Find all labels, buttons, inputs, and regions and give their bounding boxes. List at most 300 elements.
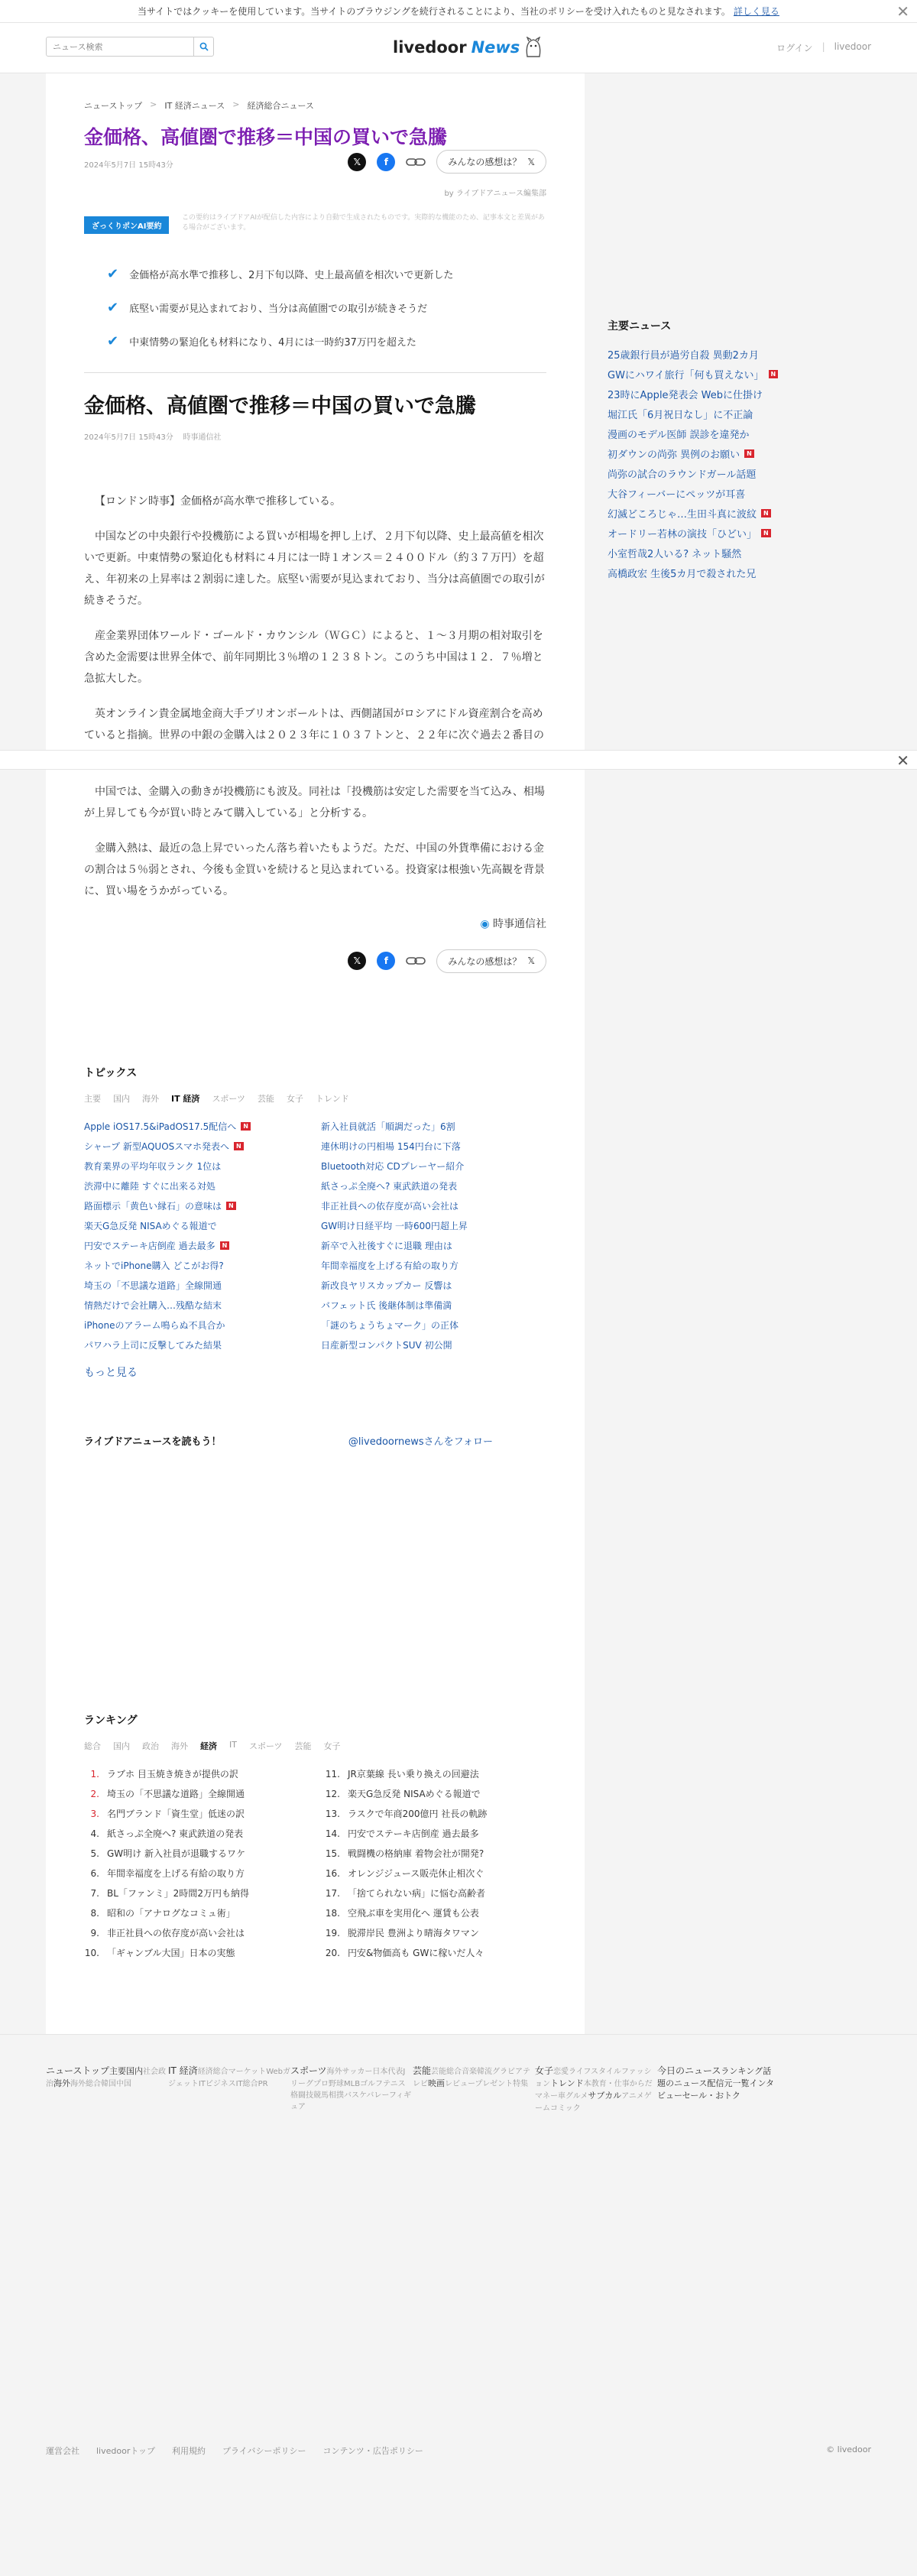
footer-heading[interactable]: ランキング [721, 2066, 763, 2076]
footer-link[interactable]: インタビュー [657, 2078, 775, 2101]
topic-link[interactable] [321, 1117, 550, 1137]
topic-text: 非正社員への依存度が高い会社は [321, 1201, 459, 1212]
rank-number: 17. [325, 1887, 340, 1899]
ranking-text: ラスクで年商200億円 社長の軌跡 [348, 1809, 488, 1820]
footer-link[interactable]: テレビ [413, 2068, 531, 2088]
ranking-text: オレンジジュース販売休止相次ぐ [348, 1868, 484, 1880]
footer-heading[interactable]: 映画 [428, 2078, 445, 2088]
footer-link[interactable]: グルメ [565, 2092, 588, 2101]
tab-ranking[interactable]: 政治 [142, 1741, 159, 1751]
feedback-button[interactable] [436, 949, 546, 973]
tab-ranking[interactable]: 国内 [113, 1741, 130, 1751]
summary-text: 中東情勢の緊迫化も材料になり、4月には一時約37万円を超えた [129, 337, 416, 349]
sidebar-news-item[interactable] [608, 463, 864, 483]
breadcrumb-item[interactable]: 経済総合ニュース [247, 101, 314, 111]
check-icon: ✔ [107, 300, 119, 316]
list-item [84, 291, 546, 325]
sidebar-news-text: オードリー若林の演技「ひどい」 [608, 528, 757, 540]
tab-topic[interactable]: 海外 [142, 1093, 159, 1104]
rank-number: 19. [325, 1927, 340, 1938]
article-title: 金価格、高値圏で推移＝中国の買いで急騰 [84, 126, 448, 148]
footer-link[interactable]: 経済総合 [197, 2068, 228, 2076]
feedback-label: みんなの感想は？ [448, 955, 522, 967]
article-body [84, 491, 546, 902]
sidebar-news-item[interactable] [608, 344, 864, 364]
breadcrumb: ニューストップ > IT 経済ニュース > 経済総合ニュース [84, 99, 314, 111]
footer-link[interactable]: セール・おトク [682, 2091, 740, 2101]
ranking-grid [84, 1764, 546, 1963]
article-date: 2024年5月7日 15時43分 [84, 161, 173, 170]
tab-ranking[interactable]: IT [229, 1739, 237, 1750]
topic-text: Bluetooth対応 CDプレーヤー紹介 [321, 1161, 465, 1173]
sidebar-news-item[interactable] [608, 384, 864, 404]
topic-text: 年間幸福度を上げる有給の取り方 [321, 1260, 459, 1272]
footer-columns [46, 2035, 871, 2113]
tab-ranking[interactable]: 総合 [84, 1741, 101, 1751]
footer-link[interactable]: プロ野球 [313, 2080, 344, 2088]
rank-number: 11. [325, 1768, 340, 1780]
source-credit [84, 916, 546, 931]
overlay-banner [0, 750, 917, 770]
topics-section [84, 1065, 546, 1380]
footer-link[interactable]: 相撲 [329, 2091, 344, 2100]
footer-column [168, 2064, 290, 2113]
footer-bottom-link[interactable]: 運営会社 [46, 2446, 79, 2456]
summary-list [84, 258, 546, 358]
topic-link[interactable] [321, 1236, 550, 1256]
topic-text: ネットでiPhone購入 どこがお得? [84, 1260, 224, 1272]
search-button[interactable] [193, 37, 213, 56]
sidebar-news-text: 初ダウンの尚弥 異例のお願い [608, 449, 740, 461]
ranking-item[interactable] [84, 1864, 325, 1883]
search-icon [199, 42, 209, 51]
tab-ranking[interactable]: スポーツ [248, 1741, 283, 1751]
footer-link[interactable]: 芸能総合 [431, 2068, 462, 2076]
ranking-text: 「捨てられない病」に悩む高齢者 [348, 1888, 486, 1900]
ranking-item[interactable] [325, 1804, 554, 1824]
follow-title: ライブドアニュースを読もう！ [84, 1436, 222, 1448]
rank-number: 18. [325, 1907, 340, 1919]
topic-link[interactable] [84, 1335, 321, 1355]
sidebar [585, 73, 871, 582]
footer-heading[interactable]: ニューストップ [46, 2065, 110, 2076]
footer-link[interactable]: 車 [558, 2092, 565, 2101]
new-badge-icon: N [226, 1202, 236, 1210]
topic-link[interactable] [84, 1117, 321, 1137]
ranking-item[interactable] [84, 1903, 325, 1923]
topic-link[interactable] [84, 1316, 321, 1335]
tab-topic[interactable]: 女子 [287, 1093, 303, 1104]
footer-link[interactable]: テニス [383, 2080, 406, 2088]
footer-heading[interactable]: 女子 [535, 2065, 554, 2076]
ranking-item[interactable] [84, 1923, 325, 1943]
sidebar-news-item[interactable] [608, 404, 864, 423]
site-logo[interactable] [393, 37, 543, 58]
footer-link[interactable]: ファッション [535, 2068, 652, 2088]
ranking-text: ラブホ 目玉焼き焼きが提供の訳 [107, 1769, 238, 1780]
footer-link[interactable]: 社会 [143, 2068, 159, 2076]
topic-link[interactable] [321, 1157, 550, 1176]
sidebar-news-item[interactable] [608, 483, 864, 503]
link-copy-icon[interactable] [406, 156, 426, 168]
topic-text: Apple iOS17.5&iPadOS17.5配信へ [84, 1121, 237, 1133]
tab-ranking[interactable]: 芸能 [294, 1741, 312, 1751]
ranking-text: JR京葉線 長い乗り換えの回避法 [348, 1769, 479, 1780]
footer-link[interactable]: からだ [629, 2080, 653, 2088]
sidebar-news-item[interactable] [608, 443, 864, 463]
sidebar-news-item[interactable] [608, 503, 864, 523]
topic-text: 新卒で入社後すぐに退職 理由は [321, 1241, 452, 1252]
search-box [46, 37, 214, 57]
footer-link[interactable]: 配信元一覧 [707, 2078, 750, 2088]
ranking-title: ランキング [84, 1714, 138, 1727]
close-icon[interactable]: ✕ [896, 751, 909, 770]
footer-link[interactable]: マネー [535, 2092, 558, 2101]
footer-heading[interactable]: スポーツ [290, 2065, 327, 2076]
topics-tabs [84, 1092, 546, 1105]
topic-link[interactable] [84, 1157, 321, 1176]
topic-link[interactable] [84, 1176, 321, 1196]
footer-link[interactable]: 教育・仕事 [591, 2080, 630, 2088]
footer-heading[interactable]: トレンド [550, 2078, 584, 2088]
new-badge-icon: N [769, 370, 779, 378]
body-date: 2024年5月7日 15時43分 [84, 433, 173, 442]
site-header [0, 23, 917, 73]
footer-link[interactable]: マーケット [228, 2068, 267, 2076]
footer-link[interactable]: MLB [344, 2080, 361, 2088]
sidebar-news-item[interactable] [608, 423, 864, 443]
topic-text: 教育業界の平均年収ランク 1位は [84, 1161, 222, 1173]
footer-column [535, 2064, 657, 2113]
sidebar-news-item[interactable] [608, 543, 864, 563]
rank-number: 4. [90, 1828, 99, 1839]
footer-link[interactable]: バレー [366, 2091, 389, 2100]
topic-text: 楽天G急反発 NISAめぐる報道で [84, 1221, 217, 1232]
breadcrumb-item[interactable]: IT 経済ニュース [164, 101, 225, 111]
rank-number: 12. [325, 1788, 340, 1799]
new-badge-icon: N [234, 1142, 244, 1150]
follow-section [84, 1433, 546, 1448]
footer-bottom-link[interactable]: livedoorトップ [96, 2446, 156, 2456]
topic-link[interactable] [321, 1137, 550, 1157]
paragraph: 産金業界団体ワールド・ゴールド・カウンシル（ＷＧＣ）によると、１～３月期の相対取引を含めた金需要は世界全体で、前年同期比３％増の１２３８トン。このうち中国は１２．７％増と急拡大した。 [84, 629, 543, 685]
breadcrumb-item[interactable]: ニューストップ [84, 101, 143, 111]
ranking-text: 脱滞岸民 豊洲より晴海タワマン [348, 1928, 479, 1939]
footer-link[interactable]: IT総合 [235, 2080, 258, 2088]
footer-link[interactable]: 話題のニュース [657, 2066, 772, 2088]
topic-link[interactable] [84, 1256, 321, 1276]
rank-number: 14. [325, 1828, 340, 1839]
footer-link[interactable]: 特集 [513, 2080, 529, 2088]
footer-link[interactable]: 海外サッカー [326, 2068, 373, 2076]
ranking-item[interactable] [325, 1943, 554, 1963]
rank-number: 5. [90, 1848, 99, 1859]
x-share-icon[interactable]: 𝕏 [348, 952, 366, 970]
topic-text: 新改良ヤリスカップカー 反響は [321, 1280, 452, 1292]
x-share-icon[interactable]: 𝕏 [348, 153, 366, 171]
facebook-share-icon[interactable]: f [377, 153, 395, 171]
tab-topic[interactable]: IT 経済 [171, 1093, 200, 1104]
footer-link[interactable]: 本 [583, 2080, 591, 2088]
ranking-text: 紙さっぷ全廃へ? 東武鉄道の発表 [107, 1828, 244, 1840]
topic-text: 新入社員就活「順調だった」6割 [321, 1121, 455, 1133]
rank-number: 2. [90, 1788, 99, 1799]
livedoor-link[interactable]: livedoor [834, 41, 871, 52]
tab-topic[interactable]: 芸能 [258, 1093, 274, 1104]
follow-link[interactable]: @livedoornewsさんをフォロー [348, 1436, 493, 1448]
footer-link[interactable]: 海外 [53, 2078, 70, 2088]
topic-link[interactable] [321, 1216, 550, 1236]
paragraph: 中国などの中央銀行や投機筋による買いが相場を押し上げ、２月下旬以降、史上最高値を相次いで更新。中東情勢の緊迫化も材料に４月には一時１オンス＝２４００ドル（約３７万円）を超え、年初来の上昇率は２割弱に達した。底堅い需要が見込まれており、当分は高値圏での取引が続きそうだ。 [84, 530, 545, 607]
topic-link[interactable] [321, 1256, 550, 1276]
topics-title: トピックス [84, 1066, 138, 1079]
main-column [46, 73, 585, 2034]
tab-topic[interactable]: スポーツ [212, 1093, 245, 1104]
ai-summary-header [84, 203, 546, 248]
footer-heading[interactable]: IT 経済 [168, 2065, 198, 2076]
source-name: 時事通信社 [183, 433, 222, 442]
footer-bottom-link[interactable]: コンテンツ・広告ポリシー [322, 2446, 423, 2456]
topic-link[interactable] [321, 1296, 550, 1316]
footer-link[interactable]: アニメ [621, 2092, 644, 2101]
topic-link[interactable] [321, 1176, 550, 1196]
share-bar-bottom [84, 949, 546, 973]
topic-link[interactable] [84, 1236, 321, 1256]
footer-heading[interactable]: 今日のニュース [657, 2065, 721, 2076]
byline: by ライブドアニュース編集部 [444, 189, 546, 198]
ranking-item[interactable] [84, 1883, 325, 1903]
list-item [84, 258, 546, 291]
sidebar-news-text: 小室哲哉2人いる? ネット騒然 [608, 548, 742, 560]
list-item [84, 325, 546, 358]
ranking-item[interactable] [325, 1923, 554, 1943]
divider [84, 372, 546, 373]
paragraph: 英オンライン貴金属地金商大手ブリオンボールトは、西側諸国がロシアにドル資産割合を高めていると指摘。世界の中銀の金購入は２０２３年に１０３７トンと、２２年に次ぐ過去２番目の [84, 707, 544, 741]
ranking-text: 年間幸福度を上げる有給の取り方 [107, 1868, 245, 1880]
copyright: © livedoor [826, 2445, 871, 2454]
rank-number: 9. [90, 1927, 99, 1938]
rank-number: 13. [325, 1808, 340, 1819]
footer-link[interactable]: ガジェット [168, 2068, 290, 2088]
ranking-item[interactable] [325, 1764, 554, 1784]
rank-number: 3. [90, 1808, 99, 1819]
topic-text: GW明け日経平均 一時600円超上昇 [321, 1221, 468, 1232]
footer-bottom-link[interactable]: 利用規約 [172, 2446, 206, 2456]
check-icon: ✔ [107, 333, 119, 349]
sidebar-news-text: 幻滅どころじゃ…生田斗真に波紋 [608, 508, 757, 521]
sidebar-news-item[interactable] [608, 523, 864, 543]
footer-link[interactable]: 韓国 [101, 2080, 116, 2088]
ranking-item[interactable] [84, 1784, 325, 1804]
check-icon: ✔ [107, 266, 119, 282]
ranking-item[interactable] [325, 1844, 554, 1864]
footer-link[interactable]: Web [266, 2068, 283, 2076]
footer-link[interactable]: 中国 [116, 2080, 131, 2088]
ranking-item[interactable] [325, 1824, 554, 1844]
ranking-text: GW明け 新入社員が退職するワケ [107, 1848, 245, 1860]
footer-column [290, 2064, 413, 2113]
x-icon: 𝕏 [527, 156, 535, 167]
ranking-item[interactable] [84, 1824, 325, 1844]
sidebar-news-text: 25歳銀行員が過労自殺 異動2カ月 [608, 349, 759, 362]
feedback-label: みんなの感想は？ [448, 157, 522, 167]
ranking-item[interactable] [84, 1764, 325, 1784]
footer-column [46, 2064, 168, 2113]
footer-link[interactable]: 韓流 [477, 2068, 493, 2076]
topic-text: 円安でステーキ店倒産 過去最多 [84, 1241, 215, 1252]
logo-sub: News [471, 38, 520, 57]
new-badge-icon: N [220, 1241, 230, 1250]
footer-link[interactable]: 恋愛 [553, 2068, 569, 2076]
footer-heading[interactable]: サブカル [588, 2091, 622, 2101]
ai-summary-note: この要約はライブドアAIが配信した内容により自動で生成されたものです。実際的な機能のため、記事本文と差異がある場合がございます。 [182, 213, 545, 232]
sidebar-news-text: 堀江氏「6月祝日なし」に不正論 [608, 409, 753, 421]
footer-heading[interactable]: 主要 [109, 2066, 127, 2076]
footer-link[interactable]: PR [258, 2080, 268, 2088]
topic-link[interactable] [84, 1276, 321, 1296]
ranking-item[interactable] [325, 1784, 554, 1804]
rank-number: 6. [90, 1867, 99, 1879]
sidebar-news-list [608, 344, 864, 582]
tab-topic[interactable]: トレンド [316, 1093, 349, 1104]
ranking-text: 非正社員への依存度が高い会社は [107, 1928, 245, 1939]
topics-grid [84, 1117, 546, 1355]
footer-link[interactable]: ゴルフ [360, 2080, 384, 2088]
topic-link[interactable] [84, 1216, 321, 1236]
tab-ranking[interactable]: 海外 [171, 1741, 188, 1751]
footer-link[interactable]: ゲーム [535, 2092, 652, 2113]
cookie-text: 当サイトではクッキーを使用しています。当サイトのブラウジングを続行されることにより、当社のポリシーを受け入れたものと見なされます。 [138, 6, 731, 17]
sidebar-news-text: 尚弥の試合のラウンドガール話題 [608, 469, 757, 481]
ranking-text: 空飛ぶ車を実用化へ 運賃も公表 [348, 1908, 479, 1919]
more-link[interactable]: もっと見る [84, 1366, 138, 1379]
topic-text: シャープ 新型AQUOSスマホ発表へ [84, 1141, 230, 1153]
sidebar-title: 主要ニュース [608, 320, 672, 333]
paragraph: 中国では、金購入の動きが投機筋にも波及。同社は「投機筋は安定した需要を当て込み、相場が上昇しても今が買い時とみて購入している」と分析する。 [84, 785, 545, 819]
topic-link[interactable] [84, 1296, 321, 1316]
topic-text: バフェット氏 後継体制は準備満 [321, 1300, 452, 1312]
summary-text: 金価格が高水準で推移し、2月下旬以降、史上最高値を相次いで更新した [129, 270, 454, 281]
sidebar-news-item[interactable] [608, 563, 864, 582]
footer-column [413, 2064, 535, 2113]
cookie-details-link[interactable]: 詳しく見る [733, 6, 779, 17]
ranking-item[interactable] [325, 1883, 554, 1903]
footer-link[interactable]: フィギュア [290, 2091, 412, 2111]
topic-link[interactable] [321, 1316, 550, 1335]
footer-link[interactable]: 国内 [126, 2066, 144, 2076]
sidebar-news-text: GWにハワイ旅行「何も買えない」 [608, 369, 764, 381]
sidebar-news-text: 大谷フィーバーにペッツが耳喜 [608, 488, 746, 501]
summary-text: 底堅い需要が見込まれており、当分は高値圏での取引が続きそうだ [129, 303, 428, 315]
topic-text: 路面標示「黄色い縁石」の意味は [84, 1201, 222, 1212]
feedback-button[interactable] [436, 150, 546, 174]
ranking-text: BL「ファンミ」2時間2万円も納得 [107, 1888, 249, 1900]
footer-link[interactable]: ITビジネス [198, 2080, 236, 2088]
topic-link[interactable] [321, 1276, 550, 1296]
topic-text: 日産新型コンパクトSUV 初公開 [321, 1340, 452, 1351]
body-meta [84, 430, 546, 442]
footer-link[interactable]: 競馬 [313, 2091, 329, 2100]
footer-link[interactable]: 格闘技 [290, 2091, 313, 2100]
topic-text: 渋滞中に離陸 すぐに出来る対処 [84, 1181, 215, 1192]
ranking-text: 「ギャンブル大国」日本の実態 [107, 1948, 235, 1959]
topic-text: 埼玉の「不思議な道路」全線開通 [84, 1280, 222, 1292]
tab-ranking[interactable]: 経済 [200, 1741, 217, 1751]
link-copy-icon[interactable] [406, 955, 426, 967]
topic-text: iPhoneのアラーム鳴らぬ不具合か [84, 1320, 225, 1332]
ranking-text: 戦闘機の格納庫 着物会社が開発? [348, 1848, 484, 1860]
ranking-text: 楽天G急反発 NISAめぐる報道で [348, 1789, 481, 1800]
mascot-icon [524, 37, 543, 58]
rank-number: 15. [325, 1848, 340, 1859]
login-link[interactable]: ログイン [776, 43, 813, 54]
ai-summary-tag: ざっくりポンAI要約 [84, 216, 169, 234]
footer-bottom-link[interactable]: プライバシーポリシー [222, 2446, 306, 2456]
topic-link[interactable] [321, 1335, 550, 1355]
credit-text: 時事通信社 [493, 917, 546, 930]
footer-bottom [46, 2445, 871, 2457]
ranking-text: 埼玉の「不思議な道路」全線開通 [107, 1789, 245, 1800]
ranking-text: 円安でステーキ店倒産 過去最多 [348, 1828, 479, 1840]
topic-link[interactable] [321, 1196, 550, 1216]
rank-number: 1. [90, 1768, 99, 1780]
close-icon[interactable]: ✕ [896, 2, 909, 21]
paragraph: 【ロンドン時事】金価格が高水準で推移している。 [95, 495, 341, 508]
footer-heading[interactable]: 芸能 [413, 2065, 432, 2076]
footer-link[interactable]: プレゼント [475, 2080, 514, 2088]
ranking-item[interactable] [84, 1844, 325, 1864]
footer-link[interactable]: 日本代表 [372, 2068, 403, 2076]
share-bar [348, 150, 546, 174]
ranking-item[interactable] [84, 1943, 325, 1963]
ranking-item[interactable] [325, 1903, 554, 1923]
cookie-banner [0, 0, 917, 23]
footer-link[interactable]: グラビア [492, 2068, 523, 2076]
footer-link[interactable]: バスケ [344, 2091, 367, 2100]
footer-link[interactable]: 海外総合 [70, 2080, 101, 2088]
sidebar-news-item[interactable] [608, 364, 864, 384]
footer-link[interactable]: コミック [550, 2104, 581, 2113]
rank-number: 8. [90, 1907, 99, 1919]
rank-number: 7. [90, 1887, 99, 1899]
footer-link[interactable]: ライフスタイル [569, 2068, 621, 2076]
topic-link[interactable] [84, 1137, 321, 1157]
paragraph: 金購入熱は、最近の急上昇でいったん落ち着いたもようだ。ただ、中国の外貨準備における金の割合は５％弱とされ、今後も金買いを続けると見込まれている。投資家は根強い先高観を背景に、買い場をうかがっている。 [84, 842, 545, 897]
search-input[interactable] [47, 37, 193, 56]
body-title: 金価格、高値圏で推移＝中国の買いで急騰 [84, 394, 476, 418]
new-badge-icon: N [761, 509, 771, 517]
ranking-item[interactable] [325, 1864, 554, 1883]
ranking-text: 円安&物価高も GWに稼いだ人々 [348, 1948, 484, 1959]
footer-link[interactable]: レビュー [445, 2080, 475, 2088]
ranking-text: 名門ブランド「資生堂」低迷の訳 [107, 1809, 245, 1820]
topic-link[interactable] [84, 1196, 321, 1216]
ranking-item[interactable] [84, 1804, 325, 1824]
tab-topic[interactable]: 主要 [84, 1093, 101, 1104]
footer-link[interactable]: 音楽 [462, 2068, 478, 2076]
footer-link[interactable]: Jリーグ [290, 2068, 406, 2088]
footer-column [657, 2064, 779, 2113]
tab-topic[interactable]: 国内 [113, 1093, 130, 1104]
footer-link[interactable]: 政治 [46, 2068, 167, 2088]
rank-number: 20. [325, 1947, 340, 1958]
topic-text: 紙さっぷ全廃へ? 東武鉄道の発表 [321, 1181, 458, 1192]
facebook-share-icon[interactable]: f [377, 952, 395, 970]
sidebar-news-text: 23時にApple発表会 Webに仕掛け [608, 389, 763, 401]
tab-ranking[interactable]: 女子 [323, 1741, 341, 1751]
topic-text: パワハラ上司に反撃してみた結果 [84, 1340, 222, 1351]
footer [0, 2034, 917, 2576]
